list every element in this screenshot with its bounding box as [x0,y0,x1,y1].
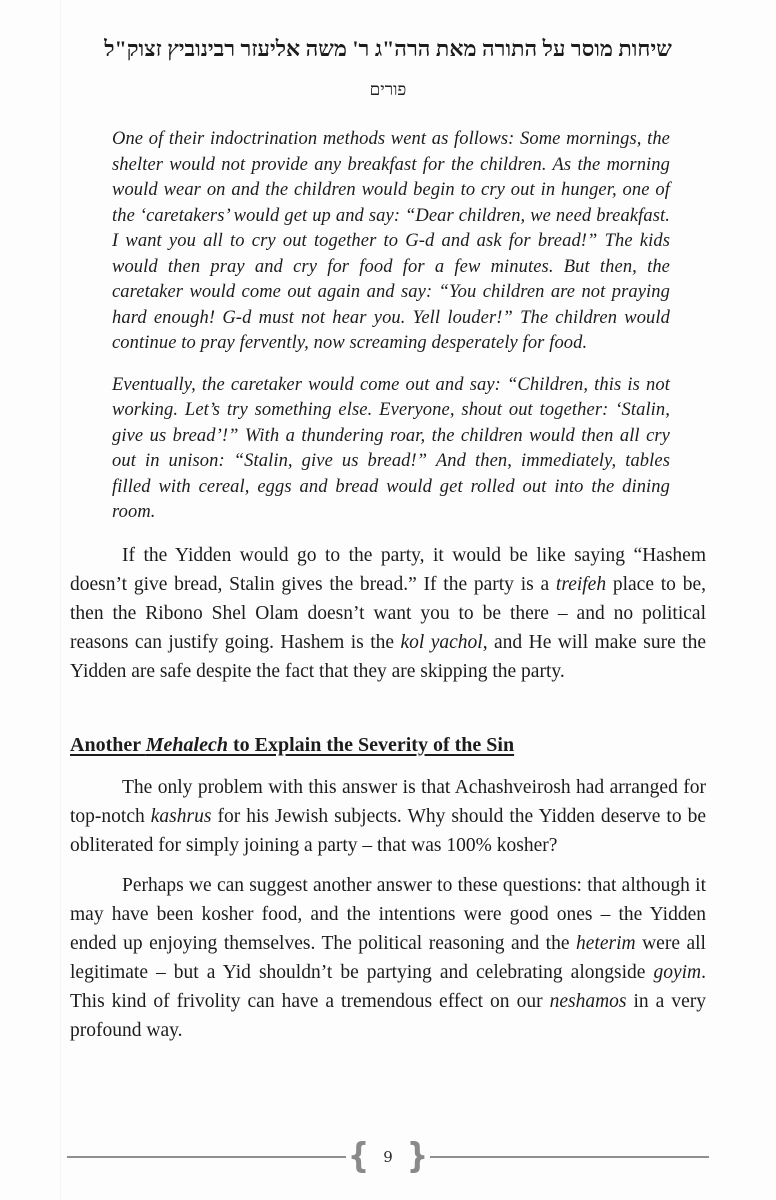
right-bracket-icon: } [406,1136,429,1177]
left-bracket-icon: { [347,1136,370,1177]
page-header [70,36,706,101]
body-paragraph-3: Perhaps we can suggest another answer to these questions: that although it may have been kosher food, and the intentions were good ones – the Yidden ended up enjoying themselves. The political reasoning and the heterim were all legitimate – but a Yid shouldn’t be partying and celebrating alongside goyim. This kind of frivolity can have a tremendous effect on our neshamos in a very profound way. [70,874,706,1041]
document-title-hebrew: שיחות מוסר על התורה מאת הרה"ג ר' משה אליעזר רבינוביץ זצוק"ל [104,36,672,61]
footer-rule-left [67,1156,346,1158]
section-title-purim: פורים [369,80,407,99]
body-paragraph-2: The only problem with this answer is that Achashveirosh had arranged for top-notch kashrus for his Jewish subjects. Why should the Yidden deserve to be obliterated for simply joining a party – that was 100% kosher? [70,776,707,856]
body-paragraph-1: If the Yidden would go to the party, it would be like saying “Hashem doesn’t give bread, Stalin gives the bread.” If the party is a treifeh place to be, then the Ribono Shel Olam doesn’t want you to be there – and no political reasons can justify going. Hashem is the kol yachol, and He will make sure the Yidden are safe despite the fact that they are skipping the party. [70,544,706,682]
story-quote-paragraph-2: Eventually, the caretaker would come out and say: “Children, this is not working. Let’s try something else. Everyone, shout out together: ‘Stalin, give us bread’!” With a thundering roar, the children would then all cry out in unison: “Stalin, give us bread!” And then, immediately, tables filled with cereal, eggs and bread would get rolled out into the dining room. [112,374,670,522]
story-quote-paragraph-1: One of their indoctrination methods went as follows: Some mornings, the shelter would not provide any breakfast for the children. As the morning would wear on and the children would begin to cry out in hunger, one of the ‘caretakers’ would get up and say: “Dear children, we need breakfast. I want you all to cry out together to G-d and ask for bread!” The kids would then pray and cry for food for a few minutes. But then, the caretaker would come out again and say: “You children are not praying hard enough! G-d must not hear you. Yell louder!” The children would continue to pray fervently, now screaming desperately for food. [112,129,670,353]
page-footer [67,1136,709,1178]
page-number: 9 [383,1148,393,1166]
section-heading: Another Mehalech to Explain the Severity of the Sin [70,733,515,756]
page-body [70,127,706,1045]
footer-rule-right [430,1156,709,1158]
